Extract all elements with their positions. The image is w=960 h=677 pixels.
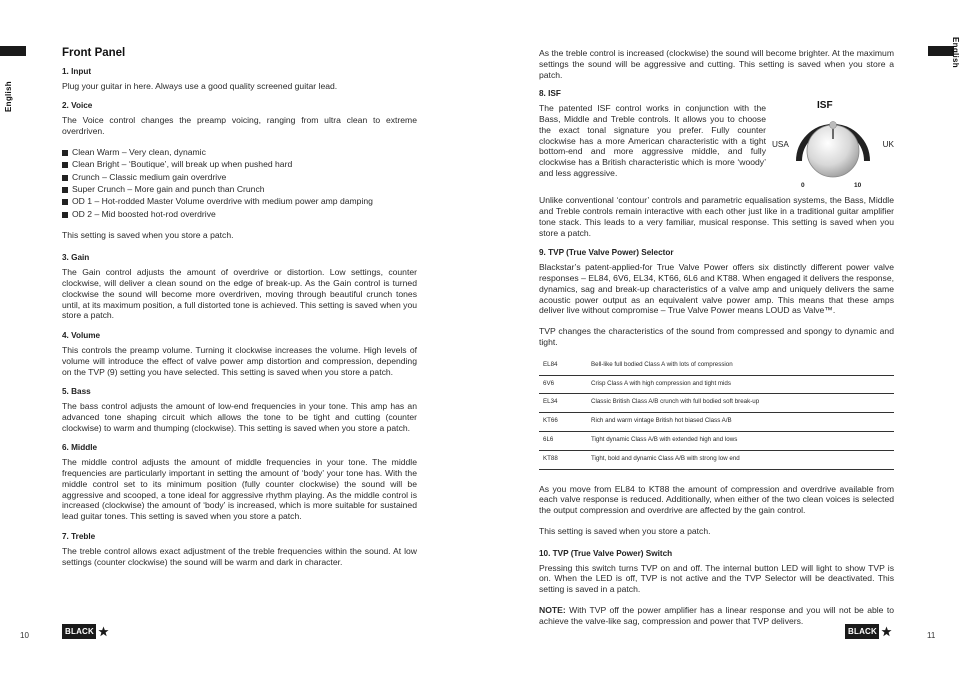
section-body-volume: This controls the preamp volume. Turning it clockwise increases the volume. High levels of volume will introduce the effect of valve power amp distortion and compression, depending on the TVP (9) setting you have selected. This setting is saved when you store a patch. <box>62 344 417 377</box>
section-heading-isf: 8. ISF <box>539 89 561 99</box>
bullet-icon <box>62 199 68 205</box>
section-body-gain: The Gain control adjusts the amount of overdrive or distortion. Low settings, counter clockwise, will deliver a clean sound on the edge of break-up. As the Gain control is turned clockwise the sound will become more overdriven, moving through beautiful crunch tones until, at its maximum position, a full distorted tone is achieved. This setting is saved when you store a patch. <box>62 267 417 321</box>
section-body-tvp: Blackstar’s patent-applied-for True Valve Power offers six distinctly different power valve responses – EL84, 6V6, EL34, KT66, 6L6 and KT88. When engaged it delivers the response, dynamics, sag and break-up characteristics of a valve amp and uniquely delivers the same acoustic power output as an equivalent valve power amp. This means that these amps deliver live without compromise – True Valve Power means LOUD as Valve™. <box>539 262 894 316</box>
list-item: OD 1 – Hot-rodded Master Volume overdrive with medium power amp damping <box>62 196 417 207</box>
list-item: Super Crunch – More gain and punch than Crunch <box>62 184 417 195</box>
isf-uk-label: UK <box>882 140 894 150</box>
section-body-middle: The middle control adjusts the amount of middle frequencies in your tone. The middle frequencies are particularly important in setting the amount of ‘body’ your tone has. With the middle control set to its minimum position (fully counter clockwise) the sound will be aggressive and scooped, a tone ideal for aggressive rhythm playing. As the middle control is increased (clockwise) the amount of ‘body’ is increased, which is more suitable for sustained lead guitar tones. This setting is saved when you store a patch. <box>62 457 417 522</box>
blackstar-logo: BLACK <box>845 624 893 639</box>
side-language-label: English <box>951 37 960 68</box>
isf-min-label: 0 <box>801 182 805 190</box>
table-row: EL84 Bell-like full bodied Class A with lots of compression <box>539 357 894 375</box>
bullet-icon <box>62 212 68 218</box>
note-text: With TVP off the power amplifier has a linear response and you will not be able to achieve the valve-like sag, compression and power that TVP delivers. <box>539 604 894 626</box>
note-label: NOTE: <box>539 604 566 615</box>
page-tab-marker <box>0 46 26 56</box>
section-heading-middle: 6. Middle <box>62 443 98 453</box>
list-item: Crunch – Classic medium gain overdrive <box>62 172 417 183</box>
note-paragraph <box>539 605 894 627</box>
section-body2-isf: Unlike conventional ‘contour’ controls and parametric equalisation systems, the Bass, Middle and Treble controls remain interactive with each other just like in a traditional guitar amplifier tone stack. This leads to a very familiar, musical response. This setting is saved when you store a patch. <box>539 195 894 238</box>
section-body3-tvp: As you move from EL84 to KT88 the amount of compression and overdrive available from each valve response is reduced. Additionally, when either of the two clean voices is selected the output compression and overdrive are affected by the gain control. <box>539 483 894 516</box>
side-language-label: English <box>4 81 13 112</box>
bullet-icon <box>62 150 68 156</box>
section-body-bass: The bass control adjusts the amount of low-end frequencies in your tone. This amp has an advanced tone shaping circuit which allows the tone to be tight and cutting (counter clockwise) to warm and thumping (clockwise). This setting is saved when you store a patch. <box>62 401 417 433</box>
star-icon <box>96 624 110 639</box>
right-page <box>477 0 960 677</box>
blackstar-logo: BLACK <box>62 624 110 639</box>
valve-table <box>539 357 894 470</box>
left-page <box>0 0 477 677</box>
page-title: Front Panel <box>62 47 126 59</box>
isf-knob-title: ISF <box>817 100 833 112</box>
isf-knob-diagram <box>772 100 894 198</box>
treble-continued: As the treble control is increased (clockwise) the sound will become brighter. At the maximum settings the sound will be aggressive and cutting. This setting is saved when you store a patch. <box>539 48 894 80</box>
bullet-icon <box>62 162 68 168</box>
section-heading-bass: 5. Bass <box>62 387 91 397</box>
isf-max-label: 10 <box>854 182 862 190</box>
section-body-tvp-switch: Pressing this switch turns TVP on and off. The internal button LED will light to show TVP is on. When the LED is off, TVP is not active and the TVP Selector will be deactivated. This setting is saved in a patch. <box>539 562 894 595</box>
list-item: OD 2 – Mid boosted hot-rod overdrive <box>62 209 417 220</box>
section-heading-gain: 3. Gain <box>62 253 90 263</box>
page-number: 11 <box>927 631 936 640</box>
star-icon <box>879 624 893 639</box>
section-heading-tvp-switch: 10. TVP (True Valve Power) Switch <box>539 548 673 558</box>
table-row: 6L6 Tight dynamic Class A/B with extended high and lows <box>539 431 894 450</box>
section-heading-volume: 4. Volume <box>62 331 101 341</box>
section-body2-tvp: TVP changes the characteristics of the sound from compressed and spongy to dynamic and tight. <box>539 326 894 347</box>
right-column <box>539 48 894 637</box>
bullet-icon <box>62 175 68 181</box>
isf-usa-label: USA <box>772 140 789 150</box>
section-heading-tvp: 9. TVP (True Valve Power) Selector <box>539 248 674 258</box>
list-item: Clean Warm – Very clean, dynamic <box>62 147 417 158</box>
left-column <box>62 48 417 577</box>
section-footer-tvp: This setting is saved when you store a patch. <box>539 525 711 536</box>
isf-block <box>539 100 894 198</box>
table-row: EL34 Classic British Class A/B crunch with full bodied soft break-up <box>539 394 894 413</box>
page-number: 10 <box>20 631 29 640</box>
voice-list <box>62 147 417 220</box>
table-row: KT66 Rich and warm vintage British hot biased Class A/B <box>539 413 894 432</box>
table-row: 6V6 Crisp Class A with high compression and tight mids <box>539 375 894 394</box>
table-row: KT88 Tight, bold and dynamic Class A/B with strong low end <box>539 450 894 469</box>
section-body-voice: The Voice control changes the preamp voicing, ranging from ultra clean to extreme overdriven. <box>62 115 417 136</box>
section-heading-input: 1. Input <box>62 66 92 76</box>
section-heading-treble: 7. Treble <box>62 532 96 542</box>
section-body-treble: The treble control allows exact adjustment of the treble frequencies within the sound. At low settings (counter clockwise) the sound will be warm and dark in character. <box>62 545 417 567</box>
section-footer-voice: This setting is saved when you store a patch. <box>62 229 234 240</box>
isf-knob-graphic <box>772 100 894 198</box>
list-item: Clean Bright – ‘Boutique’, will break up when pushed hard <box>62 159 417 170</box>
section-body-input: Plug your guitar in here. Always use a good quality screened guitar lead. <box>62 80 338 91</box>
bullet-icon <box>62 187 68 193</box>
section-body-isf: The patented ISF control works in conjunction with the Bass, Middle and Treble controls. It allows you to choose the exact tonal signature you prefer. Fully counter clockwise has a more American characteristic with a tight bottom-end and more aggressive middle, and fully clockwise has a British characteristic which is more ‘woody’ and less aggressive. <box>539 103 766 178</box>
section-heading-voice: 2. Voice <box>62 101 93 111</box>
